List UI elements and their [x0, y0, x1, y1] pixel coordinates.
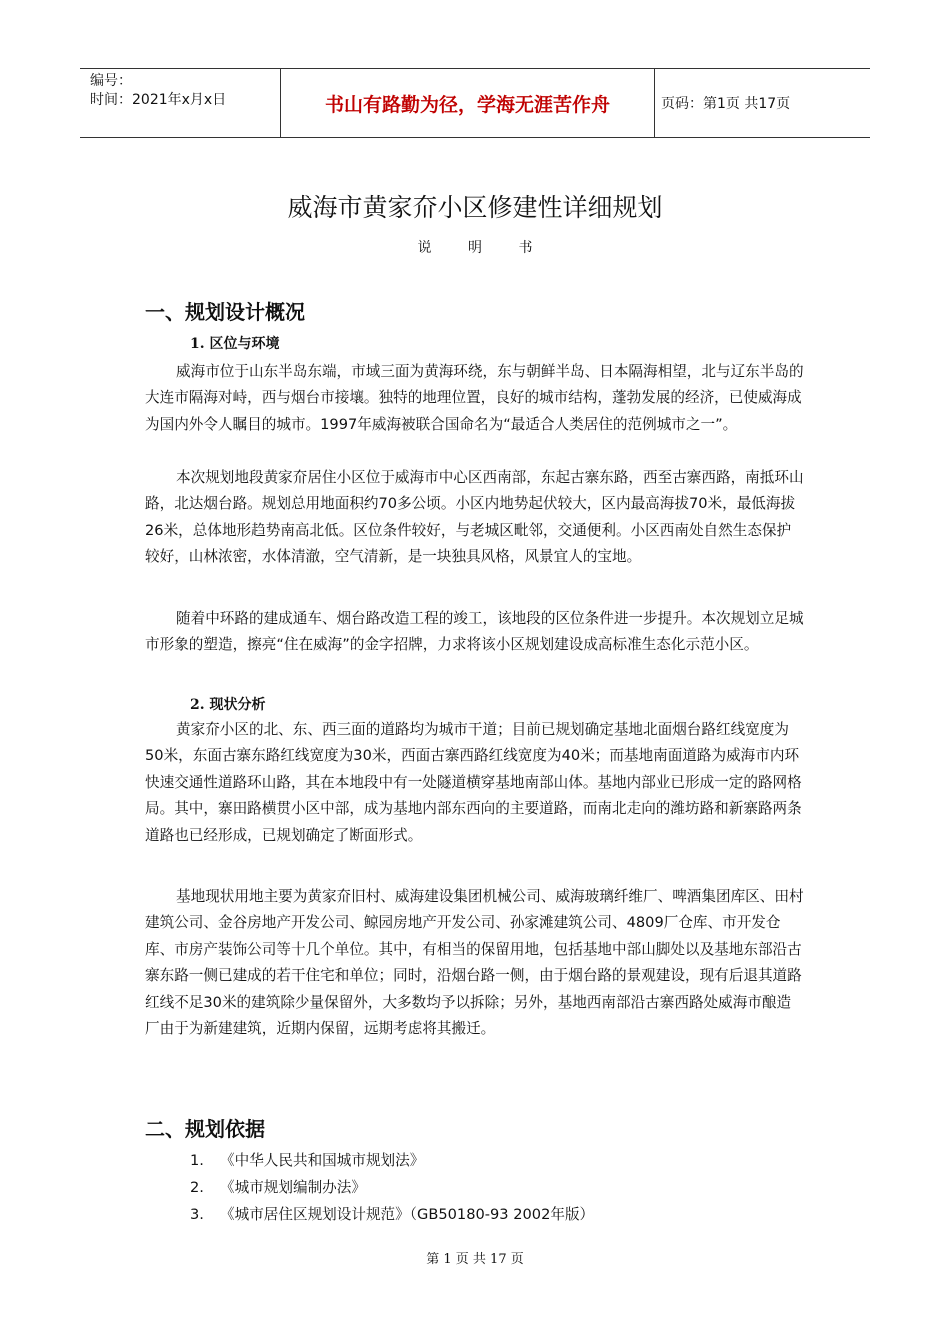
- reference-item: [190, 1203, 594, 1224]
- header-table: [80, 68, 870, 138]
- reference-text: 《城市规划编制办法》: [220, 1179, 366, 1196]
- section1-sub1: 1. 区位与环境: [190, 336, 280, 352]
- section1-sub2: 2. 现状分析: [190, 697, 266, 713]
- time-label: 时间：2021年x月x日: [90, 92, 227, 108]
- section1-p5: 基地现状用地主要为黄家夼旧村、威海建设集团机械公司、威海玻璃纤维厂、啤酒集团库区、田村建筑公司、金谷房地产开发公司、鲸园房地产开发公司、孙家滩建筑公司、4809厂仓库、市开发仓库、市房产装饰公司等十几个单位。其中，有相当的保留用地，包括基地中部山脚处以及基地东部沿古寨东路一侧已建成的若干住宅和单位；同时，沿烟台路一侧，由于烟台路的景观建设，现有后退其道路红线不足30米的建筑除少量保留外，大多数均予以拆除；另外，基地西南部沿古寨西路处威海市酿造厂由于为新建建筑，近期内保留，远期考虑将其搬迁。: [145, 888, 804, 1038]
- reference-text: 《中华人民共和国城市规划法》: [220, 1152, 425, 1169]
- document-subtitle: 说 明 书: [417, 240, 549, 256]
- section1-p3: 随着中环路的建成通车、烟台路改造工程的竣工，该地段的区位条件进一步提升。本次规划立足城市形象的塑造，擦亮“住在威海”的金字招牌，力求将该小区规划建设成高标准生态化示范小区。: [145, 610, 804, 654]
- reference-number: 3.: [190, 1206, 204, 1223]
- reference-text: 《城市居住区规划设计规范》（GB50180-93 2002年版）: [220, 1206, 595, 1223]
- reference-item: [190, 1149, 424, 1170]
- section1-p2: 本次规划地段黄家夼居住小区位于威海市中心区西南部，东起古寨东路，西至古寨西路，南抵环山路，北达烟台路。规划总用地面积约70多公顷。小区内地势起伏较大，区内最高海拔70米，最低海拔26米，总体地形趋势南高北低。区位条件较好，与老城区毗邻，交通便利。小区西南处自然生态保护较好，山林浓密，水体清澈，空气清新，是一块独具风格，风景宜人的宝地。: [145, 469, 804, 566]
- reference-number: 2.: [190, 1179, 204, 1196]
- header-meta: [80, 69, 281, 137]
- document-title: 威海市黄家夼小区修建性详细规划: [287, 193, 663, 222]
- reference-item: [190, 1176, 366, 1197]
- section1-heading: 一、规划设计概况: [145, 300, 305, 324]
- section2-heading: 二、规划依据: [145, 1117, 265, 1141]
- number-label: 编号：: [90, 73, 132, 89]
- header-page-label: 页码：第1页 共17页: [661, 96, 791, 112]
- reference-number: 1.: [190, 1152, 204, 1169]
- section1-p4: 黄家夼小区的北、东、西三面的道路均为城市干道；目前已规划确定基地北面烟台路红线宽度为50米，东面古寨东路红线宽度为30米，西面古寨西路红线宽度为40米；而基地南面道路为威海市内环快速交通性道路环山路，其在本地段中有一处隧道横穿基地南部山体。基地内部业已形成一定的路网格局。其中，寨田路横贯小区中部，成为基地内部东西向的主要道路，而南北走向的潍坊路和新寨路两条道路也已经形成，已规划确定了断面形式。: [145, 721, 802, 844]
- page-footer: 第 1 页 共 17 页: [426, 1252, 524, 1267]
- header-motto: 书山有路勤为径，学海无涯苦作舟: [281, 69, 655, 137]
- section1-p1: 威海市位于山东半岛东端，市域三面为黄海环绕，东与朝鲜半岛、日本隔海相望，北与辽东半岛的大连市隔海对峙，西与烟台市接壤。独特的地理位置，良好的城市结构，蓬勃发展的经济，已使威海成为国内外令人瞩目的城市。1997年威海被联合国命名为“最适合人类居住的范例城市之一”。: [145, 363, 804, 433]
